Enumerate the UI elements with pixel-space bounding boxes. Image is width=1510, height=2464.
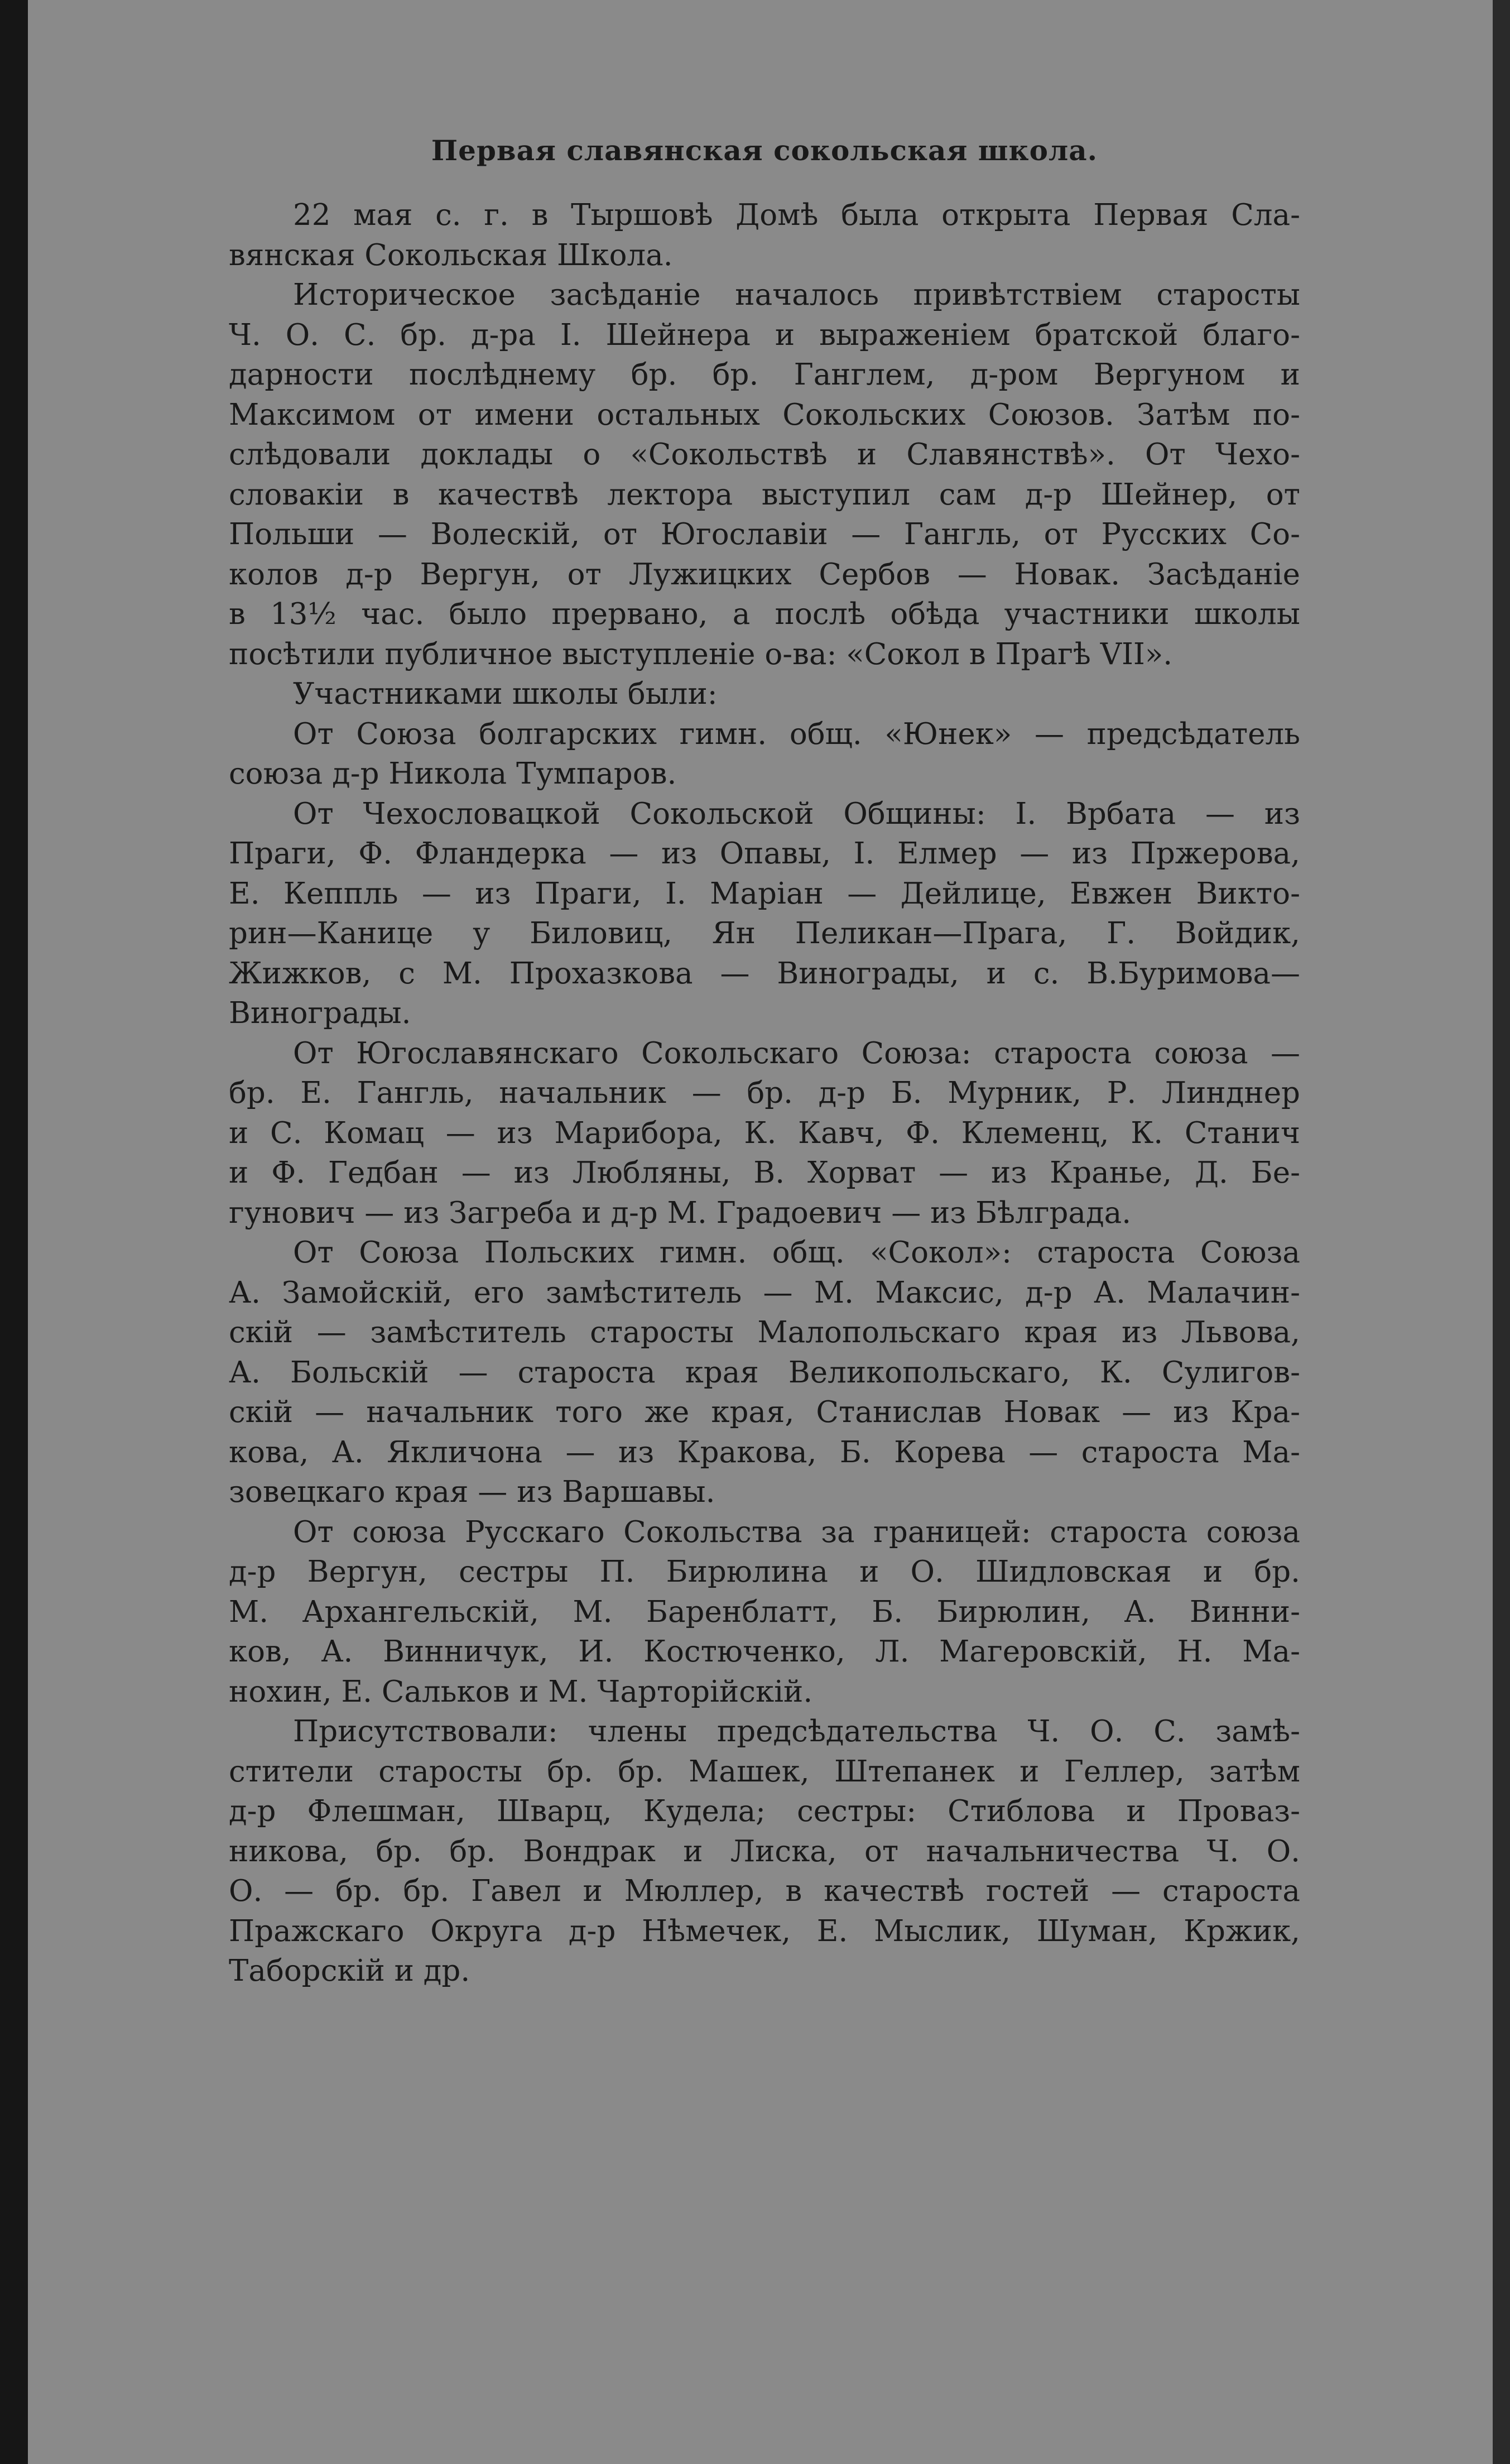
paragraph	[229, 674, 1300, 714]
text-line: скій — начальник того же края, Станислав Новак — из Кра-	[229, 1395, 1300, 1429]
text-line: посѣтили публичное выступленіе о-ва: «Сокол в Прагѣ VII».	[229, 637, 1173, 671]
text-line: слѣдовали доклады о «Сокольствѣ и Славянствѣ». От Чехо-	[229, 438, 1300, 472]
text-block	[229, 128, 1300, 1991]
text-line: Винограды.	[229, 996, 411, 1030]
text-line: кова, А. Якличона — из Кракова, Б. Корева — староста Ма-	[229, 1435, 1300, 1469]
text-line: От Чехословацкой Сокольской Общины: І. Врбата — из	[293, 796, 1300, 831]
text-line: нохин, Е. Сальков и М. Чарторійскій.	[229, 1674, 813, 1709]
text-line: От союза Русскаго Сокольства за границей: староста союза	[293, 1515, 1300, 1549]
text-line: М. Архангельскій, М. Баренблатт, Б. Бирюлин, А. Винни-	[229, 1594, 1300, 1629]
text-line: А. Замойскій, его замѣститель — М. Максис, д-р А. Малачин-	[229, 1275, 1300, 1310]
text-line: Е. Кеппль — из Праги, І. Маріан — Дейлице, Евжен Викто-	[229, 876, 1300, 911]
text-line: зовецкаго края — из Варшавы.	[229, 1475, 715, 1509]
text-line: ков, А. Винничук, И. Костюченко, Л. Магеровскій, Н. Ма-	[229, 1635, 1300, 1669]
paragraph	[229, 1034, 1300, 1233]
text-line: колов д-р Вергун, от Лужицких Сербов — Новак. Засѣданіе	[229, 557, 1300, 592]
text-line: От Союза Польских гимн. общ. «Сокол»: староста Союза	[293, 1236, 1300, 1270]
text-line: Присутствовали: члены предсѣдательства Ч. О. С. замѣ-	[293, 1714, 1300, 1749]
text-line: Жижков, с М. Прохазкова — Винограды, и с. В.Буримова—	[229, 956, 1300, 991]
text-line: А. Больскій — староста края Великопольскаго, К. Сулигов-	[229, 1355, 1300, 1390]
paragraph-list	[229, 195, 1300, 1991]
text-line: Максимом от имени остальных Сокольских Союзов. Затѣм по-	[229, 397, 1300, 432]
paragraph	[229, 195, 1300, 275]
text-line: Историческое засѣданіе началось привѣтствіем старосты	[293, 278, 1300, 312]
text-line: словакіи в качествѣ лектора выступил сам д-р Шейнер, от	[229, 477, 1300, 512]
text-line: рин—Канице у Биловиц, Ян Пеликан—Прага, Г. Войдик,	[229, 916, 1300, 950]
text-line: и С. Комац — из Марибора, К. Кавч, Ф. Клеменц, К. Станич	[229, 1116, 1300, 1150]
text-line: никова, бр. бр. Вондрак и Лиска, от начальничества Ч. О.	[229, 1834, 1300, 1869]
paragraph	[229, 275, 1300, 674]
text-line: д-р Флешман, Шварц, Кудела; сестры: Стиблова и Провaз-	[229, 1794, 1300, 1828]
text-line: стители старосты бр. бр. Машек, Штепанек и Геллер, затѣм	[229, 1754, 1300, 1789]
scan-left-edge	[0, 0, 28, 2464]
text-line: союза д-р Никола Тумпаров.	[229, 757, 677, 791]
paragraph	[229, 1512, 1300, 1712]
text-line: и Ф. Гедбан — из Любляны, В. Хорват — из Кранье, Д. Бе-	[229, 1156, 1300, 1190]
text-line: О. — бр. бр. Гавел и Мюллер, в качествѣ гостей — староста	[229, 1874, 1300, 1908]
text-line: дарности послѣднему бр. бр. Ганглем, д-ром Вергуном и	[229, 358, 1300, 392]
text-line: 22 мая с. г. в Тыршовѣ Домѣ была открыта Первая Сла-	[293, 198, 1300, 232]
paragraph	[229, 1712, 1300, 1991]
text-line: Участниками школы были:	[293, 677, 718, 711]
text-line: гунович — из Загреба и д-р М. Градоевич — из Бѣлграда.	[229, 1195, 1132, 1230]
page-heading: Первая славянская сокольская школа.	[431, 134, 1098, 167]
paragraph	[229, 714, 1300, 794]
paragraph	[229, 794, 1300, 1034]
text-line: бр. Е. Гангль, начальник — бр. д-р Б. Мурник, Р. Линднер	[229, 1076, 1300, 1110]
text-line: скій — замѣститель старосты Малопольскаго края из Львова,	[229, 1315, 1300, 1349]
text-line: Ч. О. С. бр. д-ра І. Шейнера и выраженіем братской благо-	[229, 318, 1300, 352]
text-line: вянская Сокольская Школа.	[229, 238, 673, 272]
text-line: От Союза болгарских гимн. общ. «Юнек» — предсѣдатель	[293, 717, 1300, 751]
text-line: От Югославянскаго Сокольскаго Союза: староста союза —	[293, 1036, 1300, 1070]
text-line: Таборскій и др.	[229, 1954, 470, 1988]
text-line: Праги, Ф. Фландерка — из Опавы, І. Елмер — из Пржерова,	[229, 837, 1300, 871]
text-line: Пражскаго Округа д-р Нѣмечек, Е. Мыслик, Шуман, Кржик,	[229, 1914, 1300, 1948]
text-line: в 13½ час. было прервано, а послѣ обѣда участники школы	[229, 597, 1300, 631]
book-page	[28, 0, 1493, 2464]
text-line: д-р Вергун, сестры П. Бирюлина и О. Шидловская и бр.	[229, 1555, 1300, 1589]
paragraph	[229, 1233, 1300, 1512]
text-line: Польши — Волескій, от Югославіи — Гангль, от Русских Со-	[229, 517, 1300, 551]
